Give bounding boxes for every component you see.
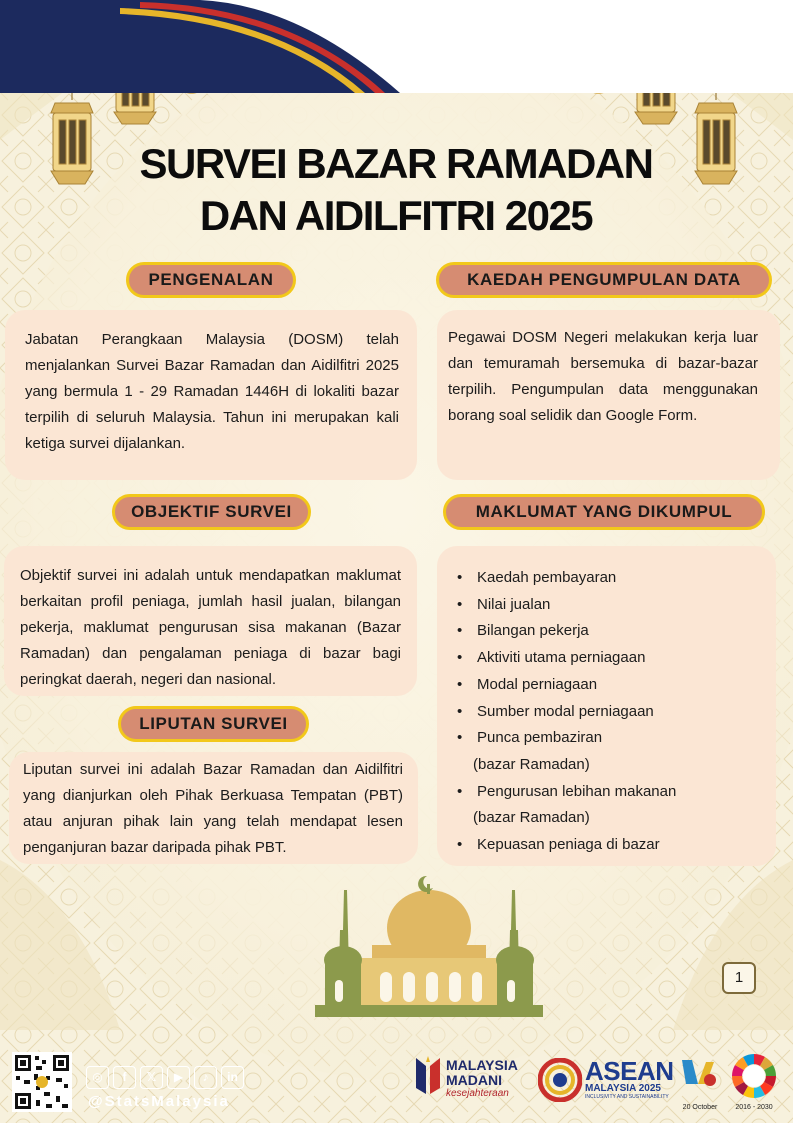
bullet-icon: • (457, 675, 463, 693)
bullet-icon: • (457, 569, 463, 586)
maklumat-list (455, 565, 766, 859)
bullet-icon: • (457, 595, 463, 613)
heading-pengenalan: PENGENALAN (126, 262, 296, 298)
card-kaedah (437, 310, 780, 480)
world-statistics-day-date: 20 October (682, 1104, 718, 1111)
malaysia-madani-logo: MALAYSIA MADANI kesejahteraan (446, 1057, 518, 1099)
kaedah-text: Pegawai DOSM Negeri melakukan kerja luar dan temuramah bersemuka di bazar-bazar terpilih. Pengumpulan data menggunakan borang soal selidik dan Google Form. (448, 329, 758, 424)
card-pengenalan (5, 310, 417, 480)
pengenalan-text: Jabatan Perangkaan Malaysia (DOSM) telah menjalankan Survei Bazar Ramadan dan Aidilfitri 2025 yang bermula 1 - 29 Ramadan 1446H di lokaliti bazar terpilih di seluruh Malaysia. Tahun ini merupakan kali ketiga survei dijalankan. (25, 331, 399, 452)
world-statistics-day-logo-icon (676, 1054, 720, 1100)
sdg-wheel-icon (730, 1052, 778, 1100)
maklumat-item (455, 672, 766, 699)
asean-malaysia-logo-icon (538, 1058, 582, 1102)
bullet-icon: • (457, 836, 463, 854)
maklumat-item (455, 565, 766, 592)
liputan-text: Liputan survei ini adalah Bazar Ramadan dan Aidilfitri yang dianjurkan oleh Pihak Berkuasa Tempatan (PBT) atau anjuran pihak lain yang telah mendapat lesen penganjuran bazar daripada pihak PBT. (23, 761, 403, 856)
page-title: SURVEI BAZAR RAMADAN DAN AIDILFITRI 2025 (139, 140, 653, 239)
page-number: 1 (722, 962, 756, 994)
bullet-icon: • (457, 649, 463, 667)
facebook-icon[interactable]: f (113, 1066, 136, 1089)
objektif-text: Objektif survei ini adalah untuk mendapatkan maklumat berkaitan profil peniaga, jumlah hasil jualan, bilangan pekerja, maklumat pengurusan sisa makanan (Bazar Ramadan) dan pengalaman peniaga di bazar bagi peringkat daerah, negeri dan nasional. (20, 567, 401, 688)
maklumat-item (455, 592, 766, 619)
maklumat-item-label: Kepuasan peniaga di bazar (477, 836, 660, 854)
bullet-icon: • (457, 782, 463, 800)
heading-kaedah-pengumpulan-data: KAEDAH PENGUMPULAN DATA (436, 262, 772, 298)
maklumat-item (455, 645, 766, 672)
instagram-icon[interactable]: ◎ (86, 1066, 109, 1089)
maklumat-item-label: (bazar Ramadan) (473, 755, 590, 773)
maklumat-item (455, 779, 766, 806)
maklumat-item-label: Nilai jualan (477, 595, 551, 613)
maklumat-item-label: Kaedah pembayaran (477, 569, 617, 586)
maklumat-item (455, 752, 766, 779)
maklumat-item-label: Pengurusan lebihan makanan (477, 782, 677, 800)
x-icon[interactable]: 𝕏 (140, 1066, 163, 1089)
card-objektif (4, 546, 417, 696)
asean-malaysia-logo: ASEAN MALAYSIA 2025 INCLUSIVITY AND SUSTAINABILITY (585, 1056, 674, 1100)
qr-code-icon (12, 1052, 72, 1112)
footer-banner (0, 0, 793, 93)
social-media-icons (86, 1066, 244, 1090)
maklumat-item (455, 618, 766, 645)
sdg-years: 2016 - 2030 (735, 1104, 773, 1111)
maklumat-item-label: Punca pembaziran (477, 729, 603, 747)
maklumat-item-label: (bazar Ramadan) (473, 809, 590, 827)
maklumat-item-label: Sumber modal perniagaan (477, 702, 654, 720)
bullet-icon: • (457, 729, 463, 747)
linkedin-icon[interactable]: in (221, 1066, 244, 1089)
maklumat-item (455, 699, 766, 726)
maklumat-item (455, 805, 766, 832)
tiktok-icon[interactable]: ♪ (194, 1066, 217, 1089)
card-maklumat (437, 546, 776, 866)
maklumat-item (455, 725, 766, 752)
maklumat-item (455, 832, 766, 859)
heading-objektif-survei: OBJEKTIF SURVEI (112, 494, 311, 530)
social-handle[interactable]: @StatsMalaysia (88, 1093, 230, 1110)
malaysia-madani-logo-icon (414, 1054, 442, 1098)
maklumat-item-label: Modal perniagaan (477, 675, 598, 693)
heading-liputan-survei: LIPUTAN SURVEI (118, 706, 309, 742)
heading-maklumat-yang-dikumpul: MAKLUMAT YANG DIKUMPUL (443, 494, 765, 530)
youtube-icon[interactable]: ▶ (167, 1066, 190, 1089)
maklumat-item-label: Bilangan pekerja (477, 622, 589, 640)
maklumat-item-label: Aktiviti utama perniagaan (477, 649, 646, 667)
bullet-icon: • (457, 702, 463, 720)
bullet-icon: • (457, 622, 463, 640)
card-liputan (9, 752, 418, 864)
